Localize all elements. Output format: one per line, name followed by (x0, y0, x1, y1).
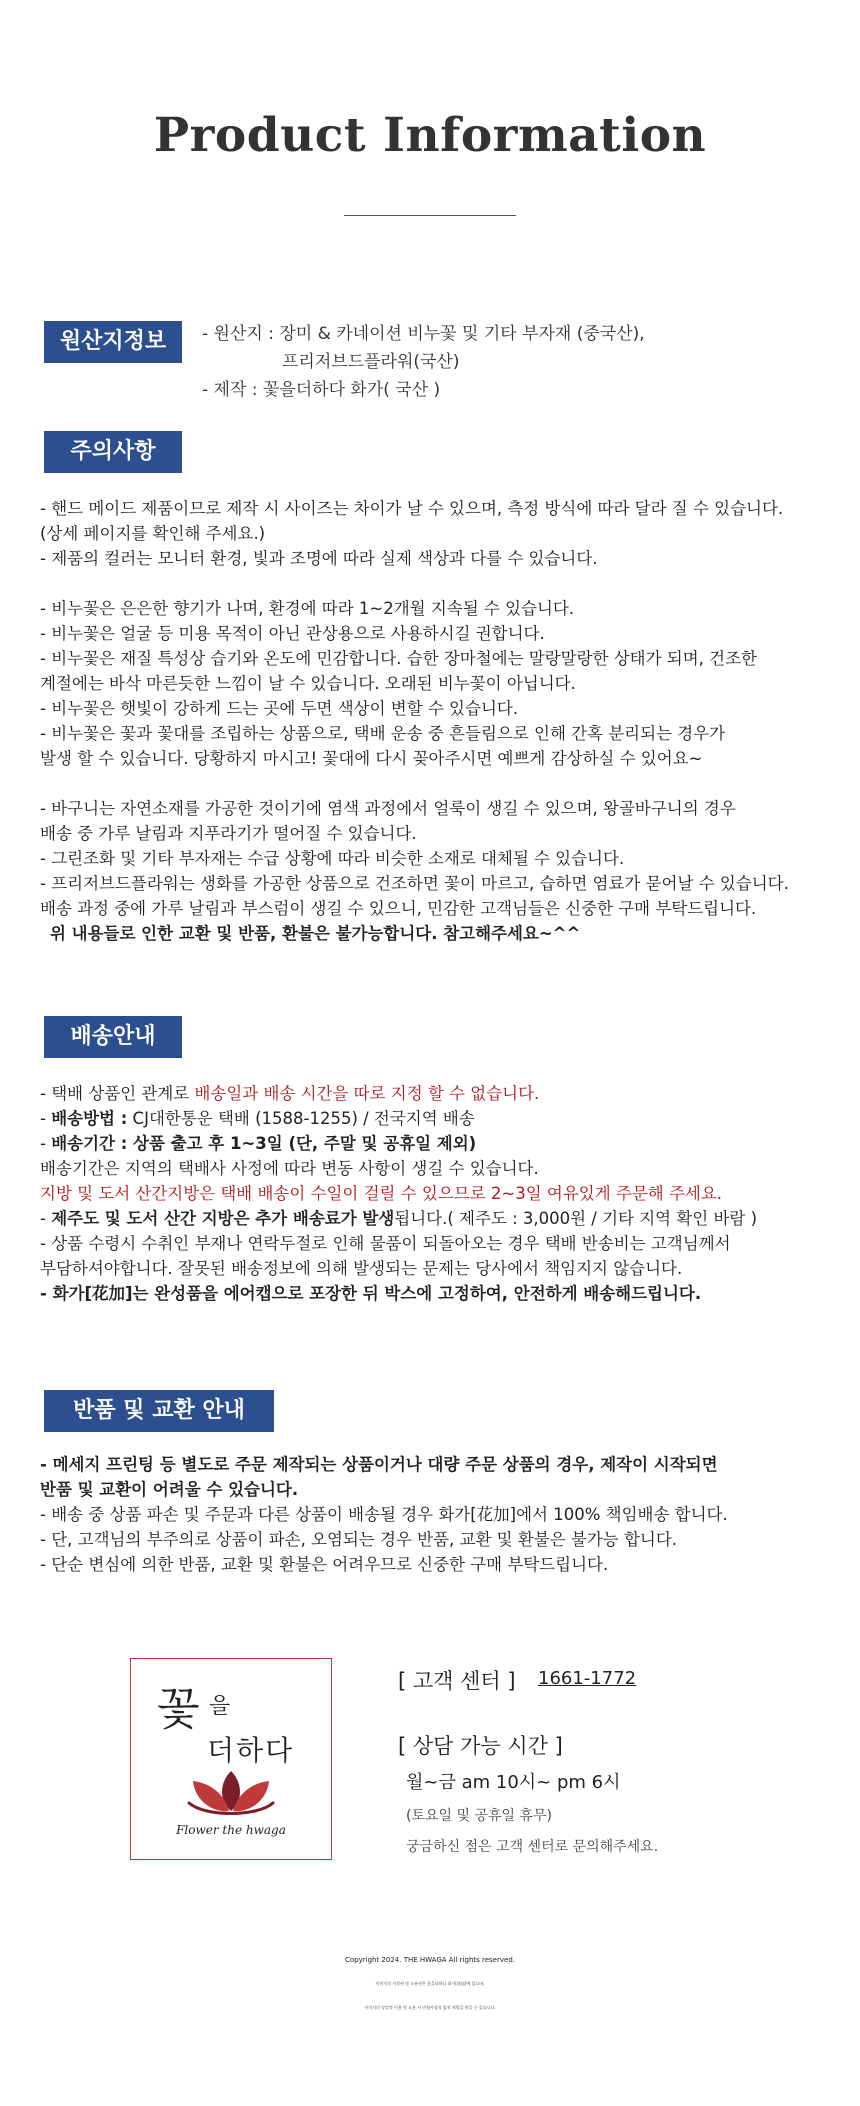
returns-list (40, 1452, 728, 1577)
caution-line: (상세 페이지를 확인해 주세요.) (40, 524, 266, 543)
caution-line: - 비누꽃은 재질 특성상 습기와 온도에 민감합니다. 습한 장마철에는 말랑말랑한 상태가 되며, 건조한 (40, 649, 757, 668)
logo-word: 더하다 (207, 1734, 295, 1767)
shipping-line-4: 배송기간은 지역의 택배사 사정에 따라 변동 사항이 생길 수 있습니다. (40, 1159, 539, 1178)
consult-hours-label: [ 상담 가능 시간 ] (398, 1734, 563, 1758)
shipping-list (40, 1081, 757, 1306)
caution-line: - 비누꽃은 얼굴 등 미용 목적이 아닌 관상용으로 사용하시길 권합니다. (40, 624, 545, 643)
copyright: Copyright 2024. THE HWAGA All rights reserved. (345, 1956, 515, 1964)
caution-notice: 위 내용들로 인한 교환 및 반품, 환불은 불가능합니다. 참고해주세요~^^ (50, 924, 581, 943)
logo-english: Flower the hwaga (176, 1823, 286, 1837)
inquiry-note: 궁금하신 점은 고객 센터로 문의해주세요. (406, 1839, 659, 1855)
returns-line-3: - 배송 중 상품 파손 및 주문과 다른 상품이 배송될 경우 화가[花加]에서 100% 책임배송 합니다. (40, 1505, 728, 1524)
origin-info (202, 320, 645, 404)
customer-center-label: [ 고객 센터 ] (398, 1669, 516, 1693)
holiday-note: (토요일 및 공휴일 휴무) (406, 1808, 552, 1824)
shipping-line-7: - 상품 수령시 수취인 부재나 연락두절로 인해 물품이 되돌아오는 경우 택배 반송비는 고객님께서 (40, 1234, 731, 1253)
caution-line: - 프리저브드플라워는 생화를 가공한 상품으로 건조하면 꽃이 마르고, 습하면 염료가 묻어날 수 있습니다. (40, 874, 789, 893)
caution-list (40, 496, 789, 946)
caution-line: 배송 중 가루 날림과 지푸라기가 떨어질 수 있습니다. (40, 824, 417, 843)
caution-line: 배송 과정 중에 가루 날림과 부스럼이 생길 수 있으니, 민감한 고객님들은 신중한 구매 부탁드립니다. (40, 899, 757, 918)
logo-small-char: 을 (209, 1694, 231, 1719)
returns-line-5: - 단순 변심에 의한 반품, 교환 및 환불은 어려우므로 신중한 구매 부탁드립니다. (40, 1555, 609, 1574)
returns-line-4: - 단, 고객님의 부주의로 상품이 파손, 오염되는 경우 반품, 교환 및 환불은 불가능 합니다. (40, 1530, 678, 1549)
spacer (40, 771, 789, 796)
returns-line-1: - 메세지 프린팅 등 별도로 주문 제작되는 상품이거나 대량 주문 상품의 경우, 제작이 시작되면 (40, 1455, 718, 1474)
caution-line: - 비누꽃은 은은한 향기가 나며, 환경에 따라 1~2개월 지속될 수 있습니다. (40, 599, 575, 618)
footer-line-3: 이미지의 상업적 이용 및 도용 시 민형사상의 법적 처벌을 받을 수 있습니다. (364, 2005, 496, 2010)
logo-big-char: 꽃 (157, 1684, 200, 1735)
returns-badge: 반품 및 교환 안내 (44, 1390, 274, 1432)
brand-logo (130, 1658, 332, 1860)
caution-line: 발생 할 수 있습니다. 당황하지 마시고! 꽃대에 다시 꽂아주시면 예쁘게 감상하실 수 있어요~ (40, 749, 703, 768)
consult-hours: 월~금 am 10시~ pm 6시 (406, 1772, 621, 1793)
origin-line-2: 프리저브드플라워(국산) (282, 352, 460, 372)
origin-line-1: - 원산지 : 장미 & 카네이션 비누꽃 및 기타 부자재 (중국산), (202, 324, 645, 344)
shipping-line-3: - 배송기간 : 상품 출고 후 1~3일 (단, 주말 및 공휴일 제외) (40, 1134, 477, 1153)
caution-line: - 비누꽃은 햇빛이 강하게 드는 곳에 두면 색상이 변할 수 있습니다. (40, 699, 519, 718)
customer-center-phone[interactable]: 1661-1772 (538, 1668, 637, 1689)
caution-line: - 제품의 컬러는 모니터 환경, 빛과 조명에 따라 실제 색상과 다를 수 있습니다. (40, 549, 598, 568)
page-title: Product Information (153, 108, 707, 163)
caution-line: - 비누꽃은 꽃과 꽃대를 조립하는 상품으로, 택배 운송 중 흔들림으로 인해 간혹 분리되는 경우가 (40, 724, 726, 743)
spacer (40, 571, 789, 596)
shipping-line-6: - 제주도 및 도서 산간 지방은 추가 배송료가 발생됩니다.( 제주도 : 3,000원 / 기타 지역 확인 바람 ) (40, 1209, 758, 1228)
caution-line: - 바구니는 자연소재를 가공한 것이기에 염색 과정에서 얼룩이 생길 수 있으며, 왕골바구니의 경우 (40, 799, 736, 818)
shipping-badge: 배송안내 (44, 1016, 182, 1058)
shipping-line-1: - 택배 상품인 관계로 배송일과 배송 시간을 따로 지정 할 수 없습니다. (40, 1084, 540, 1103)
shipping-line-2: - 배송방법 : CJ대한통운 택배 (1588-1255) / 전국지역 배송 (40, 1109, 475, 1128)
caution-badge: 주의사항 (44, 431, 182, 473)
origin-line-3: - 제작 : 꽃을더하다 화가( 국산 ) (202, 380, 441, 400)
shipping-line-8: 부담하셔야합니다. 잘못된 배송정보에 의해 발생되는 문제는 당사에서 책임지지 않습니다. (40, 1259, 683, 1278)
origin-badge: 원산지정보 (44, 321, 182, 363)
caution-line: - 핸드 메이드 제품이므로 제작 시 사이즈는 차이가 날 수 있으며, 측정 방식에 따라 달라 질 수 있습니다. (40, 499, 784, 518)
title-divider (344, 215, 516, 216)
shipping-line-9: - 화가[花加]는 완성품을 에어캡으로 포장한 뒤 박스에 고정하여, 안전하게 배송해드립니다. (40, 1284, 702, 1303)
caution-line: 계절에는 바삭 마른듯한 느낌이 날 수 있습니다. 오래된 비누꽃이 아닙니다. (40, 674, 576, 693)
shipping-line-5: 지방 및 도서 산간지방은 택배 배송이 수일이 걸릴 수 있으므로 2~3일 여유있게 주문해 주세요. (40, 1184, 723, 1203)
returns-line-2: 반품 및 교환이 어려울 수 있습니다. (40, 1480, 299, 1499)
footer-line-2: 이미지의 저작권 및 소유권은 꽃을더하다 화가[花加]에 있으며, (375, 1981, 485, 1986)
caution-line: - 그린조화 및 기타 부자재는 수급 상황에 따라 비슷한 소재로 대체될 수 있습니다. (40, 849, 625, 868)
